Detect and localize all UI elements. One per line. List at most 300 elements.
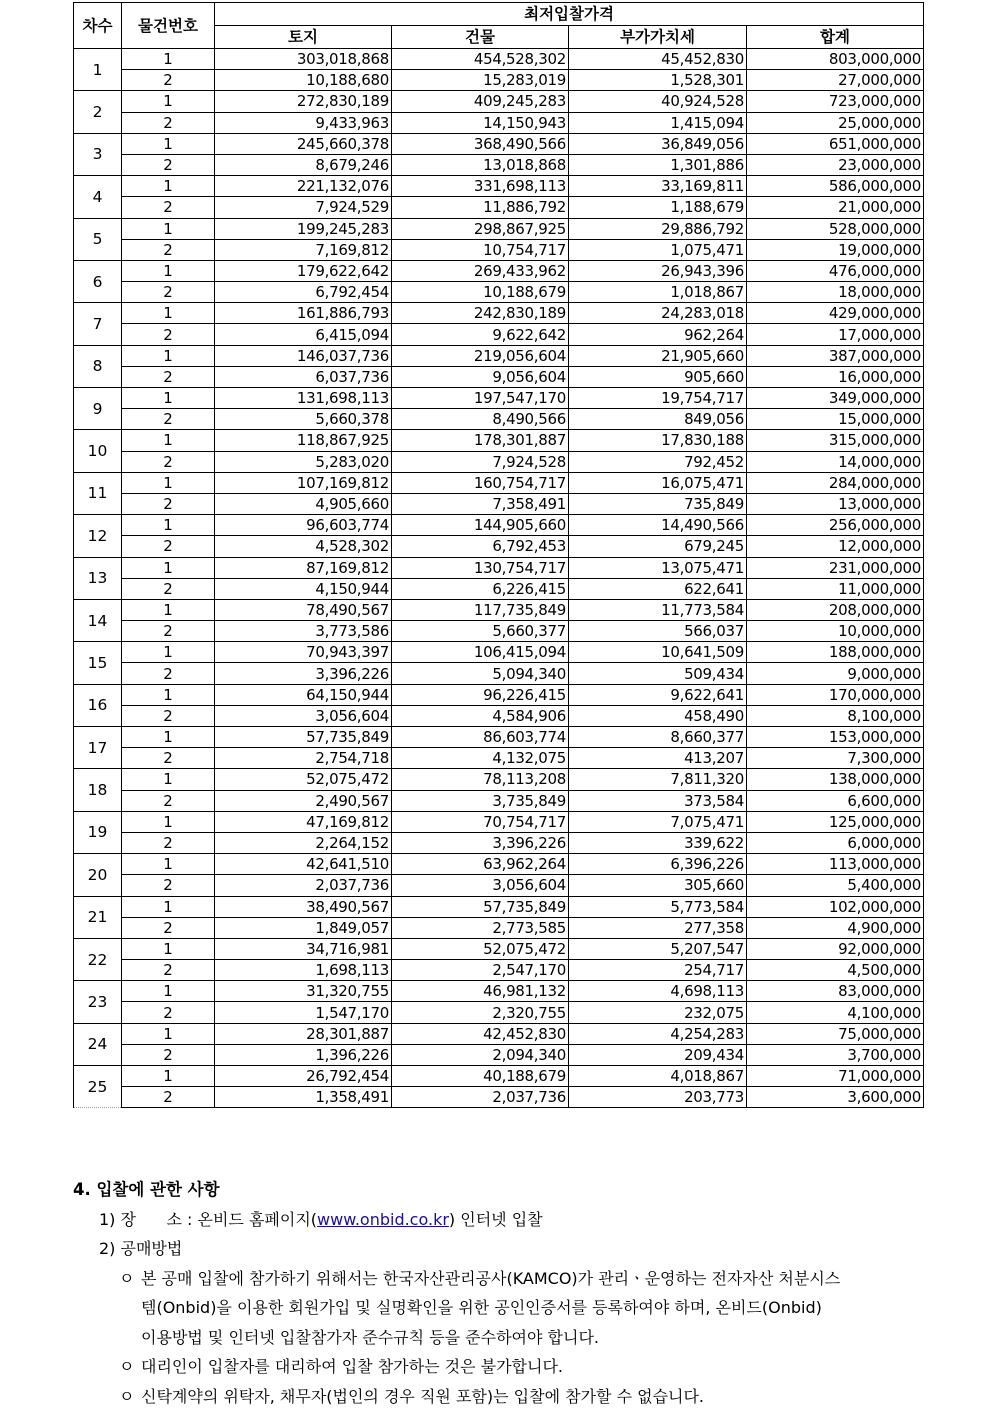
- table-row: [74, 1023, 924, 1044]
- building-price-cell: 10,754,717: [392, 239, 569, 260]
- place-prefix: 1) 장 소 : 온비드 홈페이지(: [99, 1210, 317, 1229]
- item-number-cell: 2: [122, 790, 215, 811]
- bullet-text: 대리인이 입찰자를 대리하여 입찰 참가하는 것은 불가합니다.: [141, 1357, 563, 1376]
- item-number-cell: 2: [122, 536, 215, 557]
- item-number-cell: 2: [122, 1002, 215, 1023]
- vat-price-cell: 4,698,113: [569, 981, 747, 1002]
- table-row: [74, 197, 924, 218]
- land-price-cell: 245,660,378: [215, 133, 392, 154]
- land-price-cell: 26,792,454: [215, 1066, 392, 1087]
- vat-price-cell: 5,207,547: [569, 938, 747, 959]
- round-cell: 12: [74, 515, 122, 557]
- land-price-cell: 38,490,567: [215, 896, 392, 917]
- building-price-cell: 42,452,830: [392, 1023, 569, 1044]
- land-price-cell: 118,867,925: [215, 430, 392, 451]
- vat-price-cell: 24,283,018: [569, 303, 747, 324]
- item-number-cell: 1: [122, 218, 215, 239]
- header-land: 토지: [215, 26, 392, 49]
- total-price-cell: 138,000,000: [747, 769, 924, 790]
- round-cell: 4: [74, 176, 122, 218]
- round-cell: 23: [74, 981, 122, 1023]
- header-item-number: 물건번호: [122, 3, 215, 49]
- round-cell: 16: [74, 684, 122, 726]
- building-price-cell: 269,433,962: [392, 260, 569, 281]
- item-number-cell: 2: [122, 493, 215, 514]
- round-cell: 6: [74, 260, 122, 302]
- land-price-cell: 87,169,812: [215, 557, 392, 578]
- land-price-cell: 96,603,774: [215, 515, 392, 536]
- vat-price-cell: 21,905,660: [569, 345, 747, 366]
- building-price-cell: 2,094,340: [392, 1044, 569, 1065]
- round-cell: 8: [74, 345, 122, 387]
- building-price-cell: 5,660,377: [392, 621, 569, 642]
- table-row: [74, 70, 924, 91]
- table-row: [74, 621, 924, 642]
- item-number-cell: 2: [122, 197, 215, 218]
- bullet-continuation: 템(Onbid)을 이용한 회원가입 및 실명확인을 위한 공인인증서를 등록하여야 하며, 온비드(Onbid): [73, 1293, 933, 1323]
- round-cell: 19: [74, 811, 122, 853]
- item-number-cell: 2: [122, 705, 215, 726]
- total-price-cell: 125,000,000: [747, 811, 924, 832]
- total-price-cell: 75,000,000: [747, 1023, 924, 1044]
- table-row: [74, 282, 924, 303]
- building-price-cell: 40,188,679: [392, 1066, 569, 1087]
- vat-price-cell: 4,254,283: [569, 1023, 747, 1044]
- total-price-cell: 6,600,000: [747, 790, 924, 811]
- header-round: 차수: [74, 3, 122, 49]
- vat-price-cell: 413,207: [569, 748, 747, 769]
- total-price-cell: 231,000,000: [747, 557, 924, 578]
- land-price-cell: 131,698,113: [215, 388, 392, 409]
- item-number-cell: 2: [122, 154, 215, 175]
- total-price-cell: 14,000,000: [747, 451, 924, 472]
- item-number-cell: 1: [122, 430, 215, 451]
- item-number-cell: 1: [122, 388, 215, 409]
- item-number-cell: 2: [122, 875, 215, 896]
- total-price-cell: 18,000,000: [747, 282, 924, 303]
- vat-price-cell: 29,886,792: [569, 218, 747, 239]
- building-price-cell: 4,132,075: [392, 748, 569, 769]
- land-price-cell: 78,490,567: [215, 599, 392, 620]
- table-row: [74, 811, 924, 832]
- total-price-cell: 113,000,000: [747, 854, 924, 875]
- table-row: [74, 112, 924, 133]
- item-number-cell: 1: [122, 938, 215, 959]
- vat-price-cell: 373,584: [569, 790, 747, 811]
- vat-price-cell: 962,264: [569, 324, 747, 345]
- item-number-cell: 1: [122, 1066, 215, 1087]
- vat-price-cell: 305,660: [569, 875, 747, 896]
- table-row: [74, 599, 924, 620]
- total-price-cell: 4,900,000: [747, 917, 924, 938]
- vat-price-cell: 1,415,094: [569, 112, 747, 133]
- item-number-cell: 1: [122, 599, 215, 620]
- land-price-cell: 6,037,736: [215, 366, 392, 387]
- building-price-cell: 52,075,472: [392, 938, 569, 959]
- vat-price-cell: 254,717: [569, 960, 747, 981]
- total-price-cell: 83,000,000: [747, 981, 924, 1002]
- item-number-cell: 1: [122, 176, 215, 197]
- round-cell: 20: [74, 854, 122, 896]
- table-row: [74, 896, 924, 917]
- total-price-cell: 3,700,000: [747, 1044, 924, 1065]
- total-price-cell: 12,000,000: [747, 536, 924, 557]
- building-price-cell: 3,396,226: [392, 832, 569, 853]
- item-number-cell: 1: [122, 1023, 215, 1044]
- vat-price-cell: 1,018,867: [569, 282, 747, 303]
- total-price-cell: 528,000,000: [747, 218, 924, 239]
- vat-price-cell: 7,075,471: [569, 811, 747, 832]
- land-price-cell: 179,622,642: [215, 260, 392, 281]
- table-row: [74, 493, 924, 514]
- vat-price-cell: 849,056: [569, 409, 747, 430]
- vat-price-cell: 11,773,584: [569, 599, 747, 620]
- round-cell: 14: [74, 599, 122, 641]
- item-number-cell: 1: [122, 472, 215, 493]
- vat-price-cell: 33,169,811: [569, 176, 747, 197]
- bullet-mark: ㅇ: [119, 1352, 134, 1382]
- table-row: [74, 663, 924, 684]
- land-price-cell: 52,075,472: [215, 769, 392, 790]
- item-number-cell: 2: [122, 663, 215, 684]
- table-row: [74, 218, 924, 239]
- table-row: [74, 260, 924, 281]
- building-price-cell: 13,018,868: [392, 154, 569, 175]
- round-cell: 3: [74, 133, 122, 175]
- total-price-cell: 586,000,000: [747, 176, 924, 197]
- onbid-link[interactable]: www.onbid.co.kr: [317, 1210, 449, 1229]
- building-price-cell: 3,056,604: [392, 875, 569, 896]
- place-line: [73, 1205, 933, 1235]
- building-price-cell: 9,622,642: [392, 324, 569, 345]
- total-price-cell: 315,000,000: [747, 430, 924, 451]
- item-number-cell: 2: [122, 960, 215, 981]
- table-row: [74, 1087, 924, 1108]
- land-price-cell: 1,849,057: [215, 917, 392, 938]
- vat-price-cell: 566,037: [569, 621, 747, 642]
- building-price-cell: 7,358,491: [392, 493, 569, 514]
- land-price-cell: 4,528,302: [215, 536, 392, 557]
- table-row: [74, 239, 924, 260]
- table-row: [74, 366, 924, 387]
- land-price-cell: 2,264,152: [215, 832, 392, 853]
- land-price-cell: 1,698,113: [215, 960, 392, 981]
- total-price-cell: 429,000,000: [747, 303, 924, 324]
- header-vat: 부가가치세: [569, 26, 747, 49]
- round-cell: 1: [74, 49, 122, 91]
- place-suffix: ) 인터넷 입찰: [449, 1210, 543, 1229]
- land-price-cell: 2,754,718: [215, 748, 392, 769]
- total-price-cell: 5,400,000: [747, 875, 924, 896]
- table-row: [74, 1044, 924, 1065]
- land-price-cell: 2,490,567: [215, 790, 392, 811]
- vat-price-cell: 1,528,301: [569, 70, 747, 91]
- item-number-cell: 1: [122, 49, 215, 70]
- vat-price-cell: 339,622: [569, 832, 747, 853]
- total-price-cell: 16,000,000: [747, 366, 924, 387]
- bullet-text: 신탁계약의 위탁자, 채무자(법인의 경우 직원 포함)는 입찰에 참가할 수 없습니다.: [141, 1387, 704, 1406]
- vat-price-cell: 679,245: [569, 536, 747, 557]
- total-price-cell: 170,000,000: [747, 684, 924, 705]
- land-price-cell: 70,943,397: [215, 642, 392, 663]
- vat-price-cell: 735,849: [569, 493, 747, 514]
- item-number-cell: 1: [122, 896, 215, 917]
- total-price-cell: 21,000,000: [747, 197, 924, 218]
- building-price-cell: 78,113,208: [392, 769, 569, 790]
- building-price-cell: 2,773,585: [392, 917, 569, 938]
- header-building: 건물: [392, 26, 569, 49]
- total-price-cell: 723,000,000: [747, 91, 924, 112]
- round-cell: 11: [74, 472, 122, 514]
- table-row: [74, 303, 924, 324]
- building-price-cell: 4,584,906: [392, 705, 569, 726]
- table-row: [74, 451, 924, 472]
- land-price-cell: 31,320,755: [215, 981, 392, 1002]
- table-row: [74, 705, 924, 726]
- table-row: [74, 960, 924, 981]
- building-price-cell: 178,301,887: [392, 430, 569, 451]
- item-number-cell: 1: [122, 981, 215, 1002]
- total-price-cell: 15,000,000: [747, 409, 924, 430]
- item-number-cell: 1: [122, 769, 215, 790]
- total-price-cell: 27,000,000: [747, 70, 924, 91]
- total-price-cell: 803,000,000: [747, 49, 924, 70]
- land-price-cell: 3,056,604: [215, 705, 392, 726]
- item-number-cell: 2: [122, 70, 215, 91]
- land-price-cell: 28,301,887: [215, 1023, 392, 1044]
- table-row: [74, 176, 924, 197]
- item-number-cell: 1: [122, 91, 215, 112]
- building-price-cell: 15,283,019: [392, 70, 569, 91]
- building-price-cell: 106,415,094: [392, 642, 569, 663]
- land-price-cell: 6,792,454: [215, 282, 392, 303]
- table-row: [74, 324, 924, 345]
- building-price-cell: 368,490,566: [392, 133, 569, 154]
- table-row: [74, 684, 924, 705]
- vat-price-cell: 1,301,886: [569, 154, 747, 175]
- vat-price-cell: 9,622,641: [569, 684, 747, 705]
- vat-price-cell: 1,075,471: [569, 239, 747, 260]
- table-row: [74, 388, 924, 409]
- round-cell: 25: [74, 1066, 122, 1108]
- building-price-cell: 331,698,113: [392, 176, 569, 197]
- land-price-cell: 5,660,378: [215, 409, 392, 430]
- item-number-cell: 2: [122, 621, 215, 642]
- vat-price-cell: 13,075,471: [569, 557, 747, 578]
- building-price-cell: 242,830,189: [392, 303, 569, 324]
- building-price-cell: 6,792,453: [392, 536, 569, 557]
- bullet-item: [73, 1264, 933, 1294]
- total-price-cell: 476,000,000: [747, 260, 924, 281]
- land-price-cell: 57,735,849: [215, 727, 392, 748]
- building-price-cell: 70,754,717: [392, 811, 569, 832]
- bullet-item: [73, 1382, 933, 1411]
- land-price-cell: 2,037,736: [215, 875, 392, 896]
- building-price-cell: 9,056,604: [392, 366, 569, 387]
- land-price-cell: 4,905,660: [215, 493, 392, 514]
- round-cell: 21: [74, 896, 122, 938]
- table-row: [74, 133, 924, 154]
- building-price-cell: 5,094,340: [392, 663, 569, 684]
- building-price-cell: 2,037,736: [392, 1087, 569, 1108]
- round-cell: 15: [74, 642, 122, 684]
- total-price-cell: 208,000,000: [747, 599, 924, 620]
- land-price-cell: 199,245,283: [215, 218, 392, 239]
- land-price-cell: 1,358,491: [215, 1087, 392, 1108]
- item-number-cell: 2: [122, 239, 215, 260]
- land-price-cell: 47,169,812: [215, 811, 392, 832]
- vat-price-cell: 14,490,566: [569, 515, 747, 536]
- item-number-cell: 2: [122, 451, 215, 472]
- item-number-cell: 1: [122, 854, 215, 875]
- bidding-info-section: [73, 1175, 933, 1411]
- item-number-cell: 2: [122, 112, 215, 133]
- table-row: [74, 832, 924, 853]
- building-price-cell: 130,754,717: [392, 557, 569, 578]
- method-title: 2) 공매방법: [73, 1234, 933, 1264]
- round-cell: 2: [74, 91, 122, 133]
- item-number-cell: 2: [122, 282, 215, 303]
- land-price-cell: 1,547,170: [215, 1002, 392, 1023]
- vat-price-cell: 45,452,830: [569, 49, 747, 70]
- land-price-cell: 9,433,963: [215, 112, 392, 133]
- table-row: [74, 345, 924, 366]
- table-row: [74, 790, 924, 811]
- total-price-cell: 349,000,000: [747, 388, 924, 409]
- land-price-cell: 1,396,226: [215, 1044, 392, 1065]
- total-price-cell: 284,000,000: [747, 472, 924, 493]
- total-price-cell: 7,300,000: [747, 748, 924, 769]
- land-price-cell: 64,150,944: [215, 684, 392, 705]
- table-row: [74, 748, 924, 769]
- vat-price-cell: 5,773,584: [569, 896, 747, 917]
- table-row: [74, 1066, 924, 1087]
- vat-price-cell: 26,943,396: [569, 260, 747, 281]
- item-number-cell: 1: [122, 684, 215, 705]
- section-title: 4. 입찰에 관한 사항: [73, 1175, 933, 1205]
- building-price-cell: 3,735,849: [392, 790, 569, 811]
- item-number-cell: 1: [122, 303, 215, 324]
- item-number-cell: 2: [122, 1044, 215, 1065]
- item-number-cell: 2: [122, 917, 215, 938]
- round-cell: 24: [74, 1023, 122, 1065]
- land-price-cell: 4,150,944: [215, 578, 392, 599]
- total-price-cell: 387,000,000: [747, 345, 924, 366]
- table-row: [74, 557, 924, 578]
- total-price-cell: 6,000,000: [747, 832, 924, 853]
- table-row: [74, 917, 924, 938]
- land-price-cell: 8,679,246: [215, 154, 392, 175]
- vat-price-cell: 6,396,226: [569, 854, 747, 875]
- table-row: [74, 536, 924, 557]
- total-price-cell: 102,000,000: [747, 896, 924, 917]
- vat-price-cell: 203,773: [569, 1087, 747, 1108]
- land-price-cell: 7,924,529: [215, 197, 392, 218]
- land-price-cell: 146,037,736: [215, 345, 392, 366]
- vat-price-cell: 16,075,471: [569, 472, 747, 493]
- land-price-cell: 6,415,094: [215, 324, 392, 345]
- building-price-cell: 197,547,170: [392, 388, 569, 409]
- total-price-cell: 4,100,000: [747, 1002, 924, 1023]
- total-price-cell: 13,000,000: [747, 493, 924, 514]
- building-price-cell: 298,867,925: [392, 218, 569, 239]
- land-price-cell: 221,132,076: [215, 176, 392, 197]
- total-price-cell: 256,000,000: [747, 515, 924, 536]
- total-price-cell: 71,000,000: [747, 1066, 924, 1087]
- item-number-cell: 2: [122, 324, 215, 345]
- building-price-cell: 10,188,679: [392, 282, 569, 303]
- total-price-cell: 23,000,000: [747, 154, 924, 175]
- total-price-cell: 4,500,000: [747, 960, 924, 981]
- building-price-cell: 11,886,792: [392, 197, 569, 218]
- vat-price-cell: 19,754,717: [569, 388, 747, 409]
- item-number-cell: 2: [122, 578, 215, 599]
- item-number-cell: 1: [122, 727, 215, 748]
- table-row: [74, 409, 924, 430]
- table-row: [74, 472, 924, 493]
- building-price-cell: 7,924,528: [392, 451, 569, 472]
- building-price-cell: 8,490,566: [392, 409, 569, 430]
- building-price-cell: 46,981,132: [392, 981, 569, 1002]
- table-row: [74, 91, 924, 112]
- item-number-cell: 2: [122, 366, 215, 387]
- vat-price-cell: 10,641,509: [569, 642, 747, 663]
- bullet-mark: ㅇ: [119, 1382, 134, 1411]
- land-price-cell: 5,283,020: [215, 451, 392, 472]
- vat-price-cell: 7,811,320: [569, 769, 747, 790]
- vat-price-cell: 17,830,188: [569, 430, 747, 451]
- land-price-cell: 3,773,586: [215, 621, 392, 642]
- item-number-cell: 1: [122, 642, 215, 663]
- table-row: [74, 49, 924, 70]
- vat-price-cell: 1,188,679: [569, 197, 747, 218]
- building-price-cell: 14,150,943: [392, 112, 569, 133]
- vat-price-cell: 509,434: [569, 663, 747, 684]
- item-number-cell: 2: [122, 1087, 215, 1108]
- total-price-cell: 92,000,000: [747, 938, 924, 959]
- land-price-cell: 34,716,981: [215, 938, 392, 959]
- total-price-cell: 8,100,000: [747, 705, 924, 726]
- table-row: [74, 430, 924, 451]
- land-price-cell: 272,830,189: [215, 91, 392, 112]
- building-price-cell: 144,905,660: [392, 515, 569, 536]
- bullet-text: 본 공매 입찰에 참가하기 위해서는 한국자산관리공사(KAMCO)가 관리ㆍ운영하는 전자자산 처분시스: [141, 1269, 840, 1288]
- bullet-mark: ㅇ: [119, 1264, 134, 1294]
- total-price-cell: 188,000,000: [747, 642, 924, 663]
- vat-price-cell: 36,849,056: [569, 133, 747, 154]
- table-row: [74, 1002, 924, 1023]
- building-price-cell: 96,226,415: [392, 684, 569, 705]
- table-row: [74, 642, 924, 663]
- building-price-cell: 86,603,774: [392, 727, 569, 748]
- item-number-cell: 1: [122, 811, 215, 832]
- building-price-cell: 6,226,415: [392, 578, 569, 599]
- round-cell: 10: [74, 430, 122, 472]
- bullet-item: [73, 1352, 933, 1382]
- land-price-cell: 161,886,793: [215, 303, 392, 324]
- item-number-cell: 2: [122, 832, 215, 853]
- land-price-cell: 42,641,510: [215, 854, 392, 875]
- vat-price-cell: 8,660,377: [569, 727, 747, 748]
- vat-price-cell: 4,018,867: [569, 1066, 747, 1087]
- round-cell: 22: [74, 938, 122, 980]
- table-row: [74, 981, 924, 1002]
- land-price-cell: 7,169,812: [215, 239, 392, 260]
- vat-price-cell: 622,641: [569, 578, 747, 599]
- item-number-cell: 1: [122, 133, 215, 154]
- building-price-cell: 57,735,849: [392, 896, 569, 917]
- land-price-cell: 303,018,868: [215, 49, 392, 70]
